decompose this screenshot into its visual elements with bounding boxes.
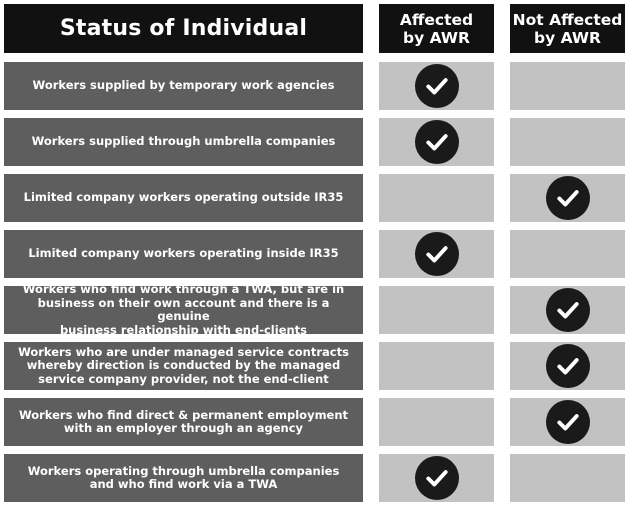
row-label-text [18,346,349,387]
checkmark-circle-icon [415,232,459,276]
row-label [4,230,363,278]
row-label-line: Workers who are under managed service contracts [18,344,349,359]
row-label [4,454,363,502]
affected-header [379,4,494,53]
affected-header-line-1: Affected [399,10,474,29]
affected-cell [379,398,494,446]
row-label-text [10,283,357,337]
not-affected-cell [510,174,625,222]
row-label [4,174,363,222]
checkmark-circle-icon [546,400,590,444]
row-label-line: whereby direction is conducted by the managed [26,358,341,373]
not-affected-cell [510,62,625,110]
row-label [4,342,363,390]
not-affected-cell [510,286,625,334]
not-affected-header-line-2: by AWR [534,28,601,47]
checkmark-glyph [555,297,581,323]
row-label-text [28,247,338,261]
checkmark-circle-icon [546,176,590,220]
affected-cell [379,62,494,110]
checkmark-circle-icon [415,456,459,500]
affected-cell [379,118,494,166]
row-label [4,398,363,446]
checkmark-glyph [424,129,450,155]
row-label-text [28,465,340,492]
affected-cell [379,454,494,502]
checkmark-circle-icon [546,344,590,388]
row-label-text [32,135,336,149]
row-label [4,282,363,337]
checkmark-glyph [555,353,581,379]
not-affected-cell [510,454,625,502]
affected-cell [379,230,494,278]
row-label-line: Workers supplied by temporary work agencies [32,78,335,93]
not-affected-cell [510,230,625,278]
not-affected-cell [510,398,625,446]
checkmark-glyph [424,465,450,491]
row-label-line: and who find work via a TWA [89,477,278,491]
row-label-line: Limited company workers operating inside IR35 [28,246,339,261]
row-label-line: with an employer through an agency [63,421,304,435]
not-affected-cell [510,342,625,390]
affected-cell [379,286,494,334]
checkmark-circle-icon [546,288,590,332]
row-label [4,62,363,110]
not-affected-cell [510,118,625,166]
row-label [4,118,363,166]
checkmark-glyph [555,409,581,435]
row-label-text [24,191,344,205]
affected-cell [379,342,494,390]
not-affected-header-line-1: Not Affected [512,10,623,29]
row-label-text [33,79,335,93]
row-label-line: Workers operating through umbrella companies [27,463,340,478]
row-label-line: Workers who find direct & permanent employment [18,407,349,422]
row-label-line: business relationship with end-clients [59,322,308,337]
row-label-line: service company provider, not the end-client [38,371,329,386]
status-header-text: Status of Individual [59,16,308,41]
not-affected-header [510,4,625,53]
row-label-text [19,409,348,436]
row-label-line: Workers supplied through umbrella companies [31,134,336,149]
not-affected-header-text [513,11,623,47]
checkmark-glyph [424,73,450,99]
status-header [4,4,363,53]
row-label-line: business on their own account and there is a genuine [37,295,330,323]
affected-header-line-2: by AWR [403,28,470,47]
checkmark-glyph [424,241,450,267]
checkmark-circle-icon [415,64,459,108]
affected-header-text [400,11,473,47]
row-label-line: Workers who find work through a TWA, but are in [22,282,345,296]
checkmark-glyph [555,185,581,211]
checkmark-circle-icon [415,120,459,164]
affected-cell [379,174,494,222]
row-label-line: Limited company workers operating outside IR35 [23,190,344,205]
